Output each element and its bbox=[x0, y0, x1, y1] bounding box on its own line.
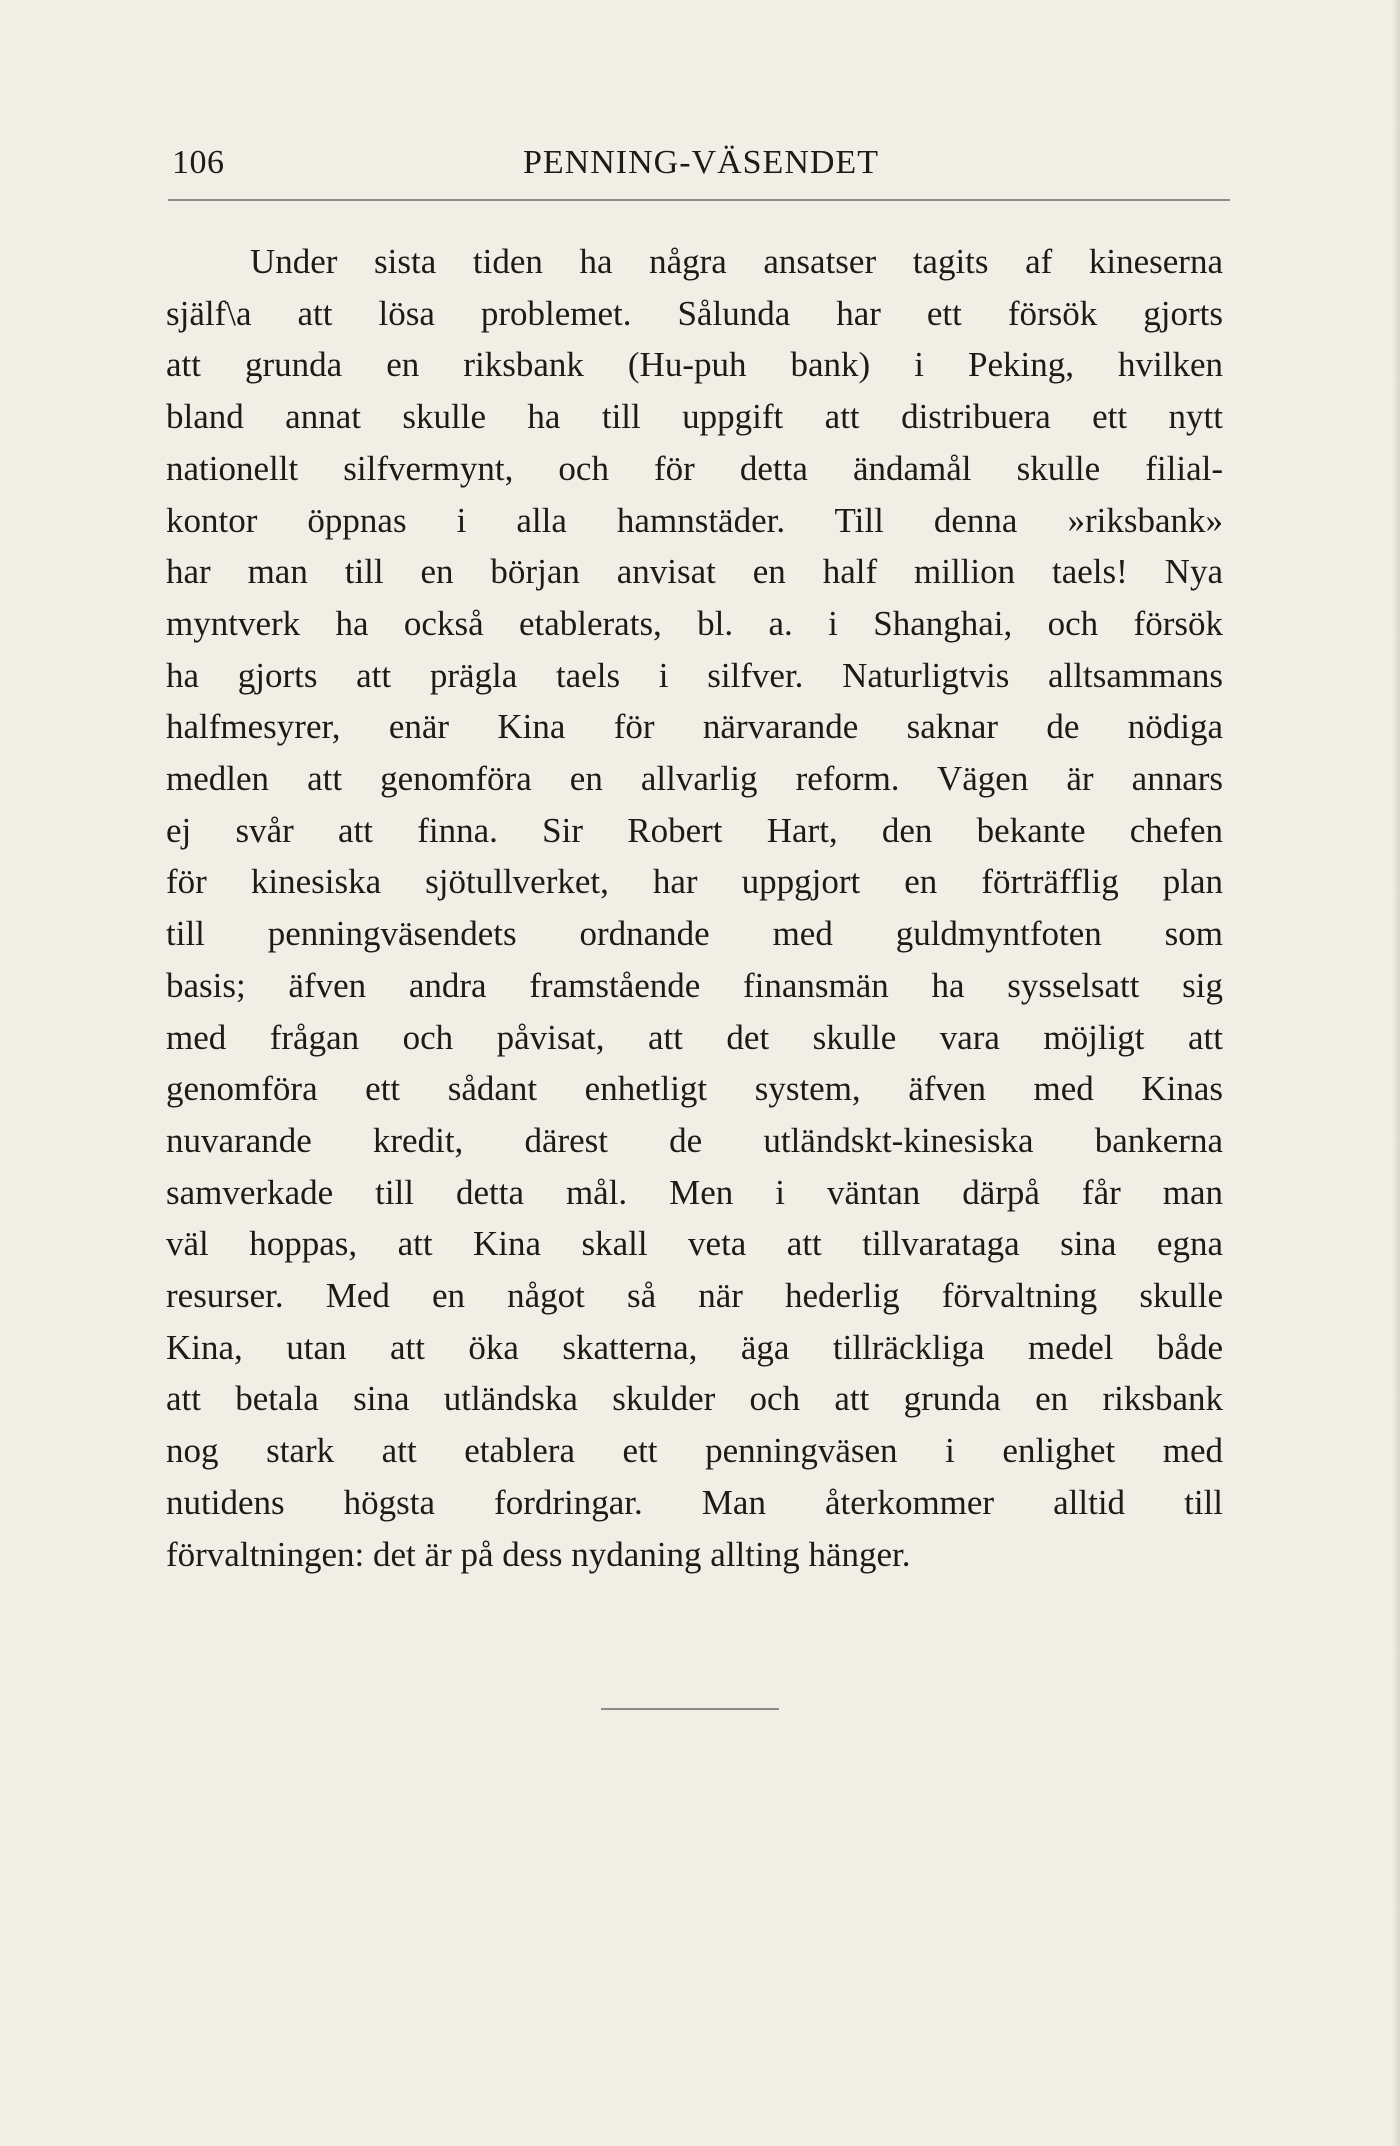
body-paragraph bbox=[166, 236, 1223, 1580]
text-line: ha gjorts att prägla taels i silfver. Naturligtvis alltsammans bbox=[166, 655, 1223, 695]
text-line: samverkade till detta mål. Men i väntan därpå får man bbox=[166, 1172, 1223, 1212]
text-line: nog stark att etablera ett penningväsen i enlighet med bbox=[166, 1431, 1223, 1471]
text-line: väl hoppas, att Kina skall veta att tillvaratagа sina egna bbox=[166, 1224, 1223, 1264]
running-head: PENNING-VÄSENDET bbox=[523, 144, 879, 181]
header-rule bbox=[168, 199, 1230, 201]
text-line: halfmesyrer, enär Kina för närvarande saknar de nödiga bbox=[166, 707, 1223, 747]
text-line: Kina, utan att öka skatterna, äga tillräckliga medel både bbox=[166, 1327, 1223, 1367]
text-line: Under sista tiden ha några ansatser tagits af kineserna bbox=[250, 242, 1223, 281]
text-line: har man till en början anvisat en half million taels! Nya bbox=[166, 552, 1223, 592]
text-line: att betala sina utländska skulder och att grunda en riksbank bbox=[166, 1379, 1223, 1419]
page-header bbox=[0, 138, 1400, 188]
text-line: genomföra ett sådant enhetligt system, äfven med Kinas bbox=[166, 1069, 1223, 1109]
text-line: nationellt silfvermynt, och för detta ändamål skulle filial- bbox=[166, 448, 1223, 488]
text-line: själf\a att lösa problemet. Sålunda har ett försök gjorts bbox=[166, 293, 1223, 333]
text-line: nutidens högsta fordringar. Man återkommer alltid till bbox=[166, 1482, 1223, 1522]
text-line: med frågan och påvisat, att det skulle vara möjligt att bbox=[166, 1017, 1223, 1057]
text-line: till penningväsendets ordnande med guldmyntfoten som bbox=[166, 914, 1223, 954]
text-line: ej svår att finna. Sir Robert Hart, den bekante chefen bbox=[166, 810, 1223, 850]
text-line: förvaltningen: det är på dess nydaning allting hänger. bbox=[166, 1534, 911, 1574]
text-line: basis; äfven andra framstående finansmän ha sysselsatt sig bbox=[166, 965, 1223, 1005]
end-rule bbox=[601, 1708, 779, 1710]
text-line: myntverk ha också etablerats, bl. a. i Shanghai, och försök bbox=[166, 603, 1223, 643]
text-line: för kinesiska sjötullverket, har uppgjort en förträfflig plan bbox=[166, 862, 1223, 902]
text-line: att grunda en riksbank (Hu-puh bank) i Peking, hvilken bbox=[166, 345, 1223, 385]
text-line: nuvarande kredit, därest de utländskt-kinesiska bankerna bbox=[166, 1120, 1223, 1160]
page-number: 106 bbox=[172, 144, 225, 181]
text-line: kontor öppnas i alla hamnstäder. Till denna »riksbank» bbox=[166, 500, 1223, 540]
text-line: medlen att genomföra en allvarlig reform. Vägen är annars bbox=[166, 759, 1223, 799]
text-line: resurser. Med en något så när hederlig förvaltning skulle bbox=[166, 1276, 1223, 1316]
text-line: bland annat skulle ha till uppgift att distribuera ett nytt bbox=[166, 397, 1223, 437]
page-edge-shadow bbox=[1392, 0, 1400, 2146]
